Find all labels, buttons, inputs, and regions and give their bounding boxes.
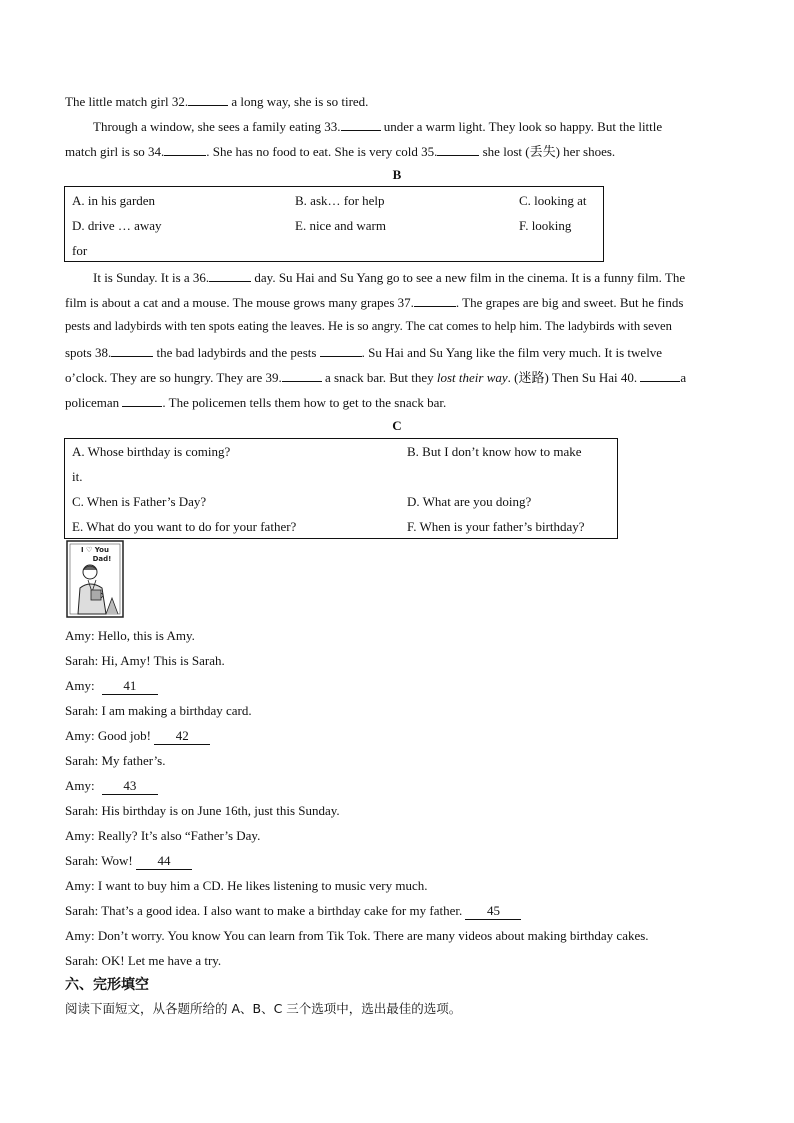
passage-line: The little match girl 32. a long way, she is so tired. <box>65 94 369 109</box>
dialogue-text: Good job! <box>97 728 151 743</box>
dialogue-text: His birthday is on June 16th, just this Sunday. <box>101 803 340 818</box>
speaker-label: Sarah: <box>65 903 99 918</box>
answer-blank-38[interactable] <box>111 343 153 357</box>
passage-line: film is about a cat and a mouse. The mouse grows many grapes 37. . The grapes are big and sweet. But he finds <box>65 295 684 310</box>
option-b-f-continued: for <box>72 243 88 258</box>
speaker-label: Amy: <box>65 928 95 943</box>
dialogue-text: Hello, this is Amy. <box>97 628 195 643</box>
answer-blank-40b[interactable] <box>122 393 162 407</box>
answer-blank-35[interactable] <box>437 142 479 156</box>
option-c-b: B. But I don’t know how to make <box>407 444 582 459</box>
dialogue-line <box>65 953 221 969</box>
option-b-c: C. looking at <box>519 193 587 208</box>
option-b-a: A. in his garden <box>72 193 156 208</box>
speaker-label: Sarah: <box>65 953 99 968</box>
speaker-label: Sarah: <box>65 803 99 818</box>
answer-blank-45[interactable]: 45 <box>465 903 521 920</box>
speaker-label: Amy: <box>65 828 95 843</box>
answer-blank-37[interactable] <box>414 293 456 307</box>
speaker-label: Sarah: <box>65 753 99 768</box>
answer-blank-43[interactable]: 43 <box>102 778 158 795</box>
svg-text:I ♡ You: I ♡ You <box>81 546 109 554</box>
speaker-label: Sarah: <box>65 653 99 668</box>
dialogue-text: Really? It’s also “Father’s Day. <box>97 828 261 843</box>
card-drawing-icon <box>66 540 124 618</box>
answer-blank-32[interactable] <box>188 92 228 106</box>
answer-blank-34[interactable] <box>164 142 206 156</box>
speaker-label: Sarah: <box>65 853 99 868</box>
dialogue-text: I want to buy him a CD. He likes listening to music very much. <box>97 878 428 893</box>
dialogue-text: Don’t worry. You know You can learn from Tik Tok. There are many videos about making birthday cakes. <box>97 928 649 943</box>
answer-blank-44[interactable]: 44 <box>136 853 192 870</box>
answer-blank-39[interactable] <box>282 368 322 382</box>
answer-blank-40[interactable] <box>640 368 680 382</box>
passage-line: pests and ladybirds with ten spots eating the leaves. He is so angry. The cat comes to help him. The ladybirds with seven <box>65 319 672 333</box>
speaker-label: Sarah: <box>65 703 99 718</box>
answer-blank-36[interactable] <box>209 268 251 282</box>
dialogue-line <box>65 828 260 844</box>
dialogue-line <box>65 853 192 870</box>
section-b-title: B <box>392 167 402 182</box>
speaker-label: Amy: <box>65 728 95 743</box>
option-c-d: D. What are you doing? <box>407 494 532 509</box>
option-b-b: B. ask… for help <box>295 193 385 208</box>
option-c-a: A. Whose birthday is coming? <box>72 444 231 459</box>
dialogue-line <box>65 728 210 745</box>
option-c-f: F. When is your father’s birthday? <box>407 519 585 534</box>
dialogue-line <box>65 628 195 644</box>
answer-blank-41[interactable]: 41 <box>102 678 158 695</box>
speaker-label: Amy: <box>65 628 95 643</box>
speaker-label: Amy: <box>65 878 95 893</box>
option-c-b-continued: it. <box>72 469 83 484</box>
speaker-label: Amy: <box>65 778 95 793</box>
dialogue-text: Wow! <box>101 853 133 868</box>
answer-blank-38b[interactable] <box>320 343 362 357</box>
dialogue-line <box>65 653 225 669</box>
section-c-title: C <box>392 418 402 433</box>
dialogue-text: I am making a birthday card. <box>101 703 252 718</box>
section-6-instruction: 阅读下面短文，从各题所给的 A、B、C 三个选项中，选出最佳的选项。 <box>65 1001 462 1016</box>
option-b-d: D. drive … away <box>72 218 162 233</box>
dialogue-text: That’s a good idea. I also want to make a birthday cake for my father. <box>101 903 463 918</box>
dialogue-text: OK! Let me have a try. <box>101 953 222 968</box>
option-b-e: E. nice and warm <box>295 218 386 233</box>
option-b-f: F. looking <box>519 218 572 233</box>
svg-text:Dad!: Dad! <box>92 555 112 563</box>
dialogue-line <box>65 678 158 695</box>
answer-blank-42[interactable]: 42 <box>154 728 210 745</box>
passage-line: match girl is so 34. . She has no food to eat. She is very cold 35. she lost (丢失) her shoes. <box>65 144 616 160</box>
dialogue-line <box>65 803 340 819</box>
speaker-label: Amy: <box>65 678 95 693</box>
dialogue-line <box>65 878 428 894</box>
passage-line: Through a window, she sees a family eating 33. under a warm light. They look so happy. But the little <box>93 119 663 134</box>
option-c-e: E. What do you want to do for your father? <box>72 519 297 534</box>
dad-card-illustration <box>66 540 124 618</box>
dialogue-line <box>65 753 166 769</box>
dialogue-text: My father’s. <box>101 753 166 768</box>
passage-line: spots 38. the bad ladybirds and the pests . Su Hai and Su Yang like the film very much. It is twelve <box>65 345 663 360</box>
answer-blank-33[interactable] <box>341 117 381 131</box>
dialogue-text: Hi, Amy! This is Sarah. <box>101 653 225 668</box>
passage-line: policeman . The policemen tells them how to get to the snack bar. <box>65 395 447 410</box>
passage-line: It is Sunday. It is a 36. day. Su Hai and Su Yang go to see a new film in the cinema. It is a funny film. The <box>93 270 686 285</box>
section-6-heading: 六、完形填空 <box>65 977 149 993</box>
dialogue-line <box>65 703 252 719</box>
dialogue-line <box>65 778 158 795</box>
passage-line: o’clock. They are so hungry. They are 39. a snack bar. But they lost their way. (迷路) Then Su Hai 40. a <box>65 370 687 386</box>
option-c-c: C. When is Father’s Day? <box>72 494 207 509</box>
dialogue-line <box>65 903 521 920</box>
dialogue-line <box>65 928 649 944</box>
